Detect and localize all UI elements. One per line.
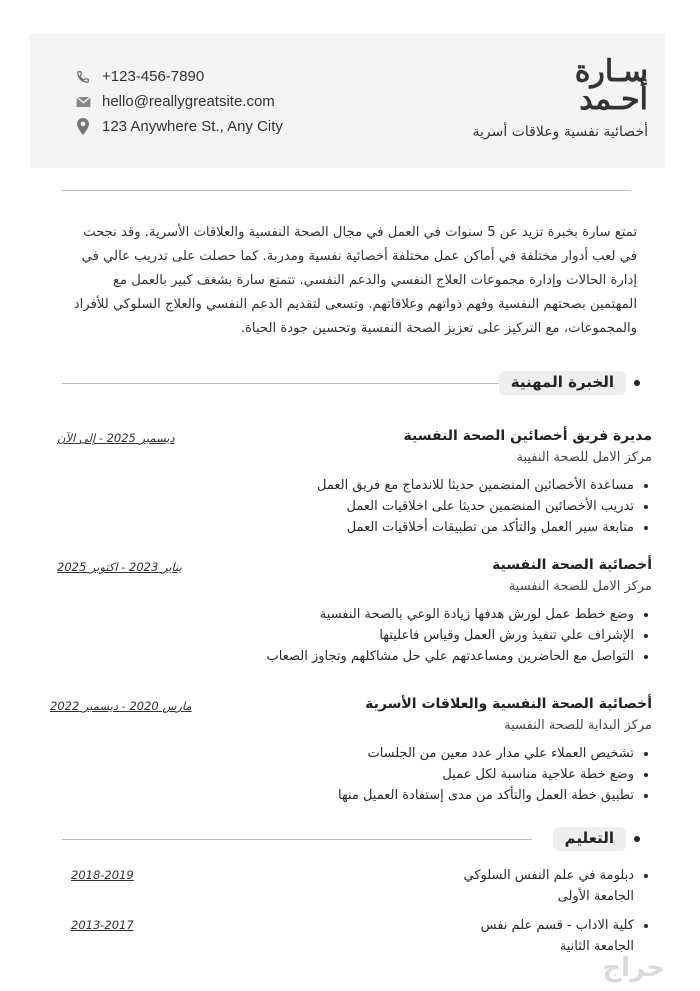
education-entry — [40, 915, 652, 957]
header-divider — [62, 190, 631, 191]
job-role: أخصائية نفسية وعلاقات أسرية — [472, 124, 648, 140]
name-first: سـارة — [574, 54, 648, 89]
job-date: يناير 2023 - اكتوبر 2025 — [57, 560, 182, 574]
contact-email-row — [74, 89, 334, 114]
bullet-dot — [634, 380, 640, 386]
education-degree: كلية الاداب - قسم علم نفس — [480, 918, 634, 933]
name-last: أحـمد — [579, 82, 648, 117]
job-duty: • الإشراف علي تنفيذ ورش العمل وقياس فاعليتها — [40, 625, 634, 646]
profile-summary: تمتع سارة بخبرة تزيد عن 5 سنوات في العمل في مجال الصحة النفسية والعلاقات الأسرية. وقد نجحت في لعب أدوار مختلفة في أماكن عمل مختلفة أخصائية نفسية ومدربة. كما حصلت على تدريب عالي في إدارة الحالات وإدارة مجموعات العلاج النفسي والدعم النفسي. تتمتع سارة بشغف كبير بالعمل مع المهتمين بصحتهم النفسية وفهم ذواتهم وعلاقاتهم. وتسعى لتقديم الدعم النفسي والعلاج السلوكي للأفراد والمجموعات، مع التركيز على تعزيز الصحة النفسية وتحسين جودة الحياة. — [73, 225, 637, 336]
education-heading — [553, 827, 640, 851]
experience-divider — [62, 383, 510, 384]
contact-block — [74, 64, 334, 139]
watermark-logo: حراج — [602, 953, 665, 983]
contact-address-row — [74, 114, 334, 139]
job-organization: مركز الامل للصحة النفيبة — [516, 450, 652, 465]
experience-heading — [499, 371, 640, 395]
bullet-dot — [634, 836, 640, 842]
job-organization: مركز البداية للصحة النفسية — [504, 718, 652, 733]
job-duty: • مساعدة الأخصائين المنضمين حديثا للاندماج مع فريق العمل — [40, 475, 634, 496]
education-heading-label: التعليم — [553, 827, 626, 851]
education-degree: دبلومة في علم النفس السلوكي — [463, 868, 634, 883]
job-duty: • متابعة سير العمل والتأكد من تطبيقات أخلاقيات العمل — [40, 517, 634, 538]
job-date: ديسمبر 2025 - إلى الآن — [57, 431, 175, 445]
contact-phone-row — [74, 64, 334, 89]
job-duty: • تطبيق خطة العمل والتأكد من مدى إستفادة العميل منها — [40, 785, 634, 806]
job-duty: • التواصل مع الحاضرين ومساعدتهم علي حل مشاكلهم وتجاوز الصعاب — [40, 646, 634, 667]
job-entry — [40, 696, 652, 806]
location-pin-icon — [74, 118, 92, 136]
education-date: 2013-2017 — [71, 918, 134, 932]
job-entry — [40, 557, 652, 667]
education-date: 2018-2019 — [71, 868, 134, 882]
job-duties — [40, 604, 652, 667]
contact-phone: +123-456-7890 — [102, 68, 205, 85]
job-entry — [40, 428, 652, 538]
contact-email: hello@reallygreatsite.com — [102, 93, 275, 110]
job-date: مارس 2020 - ديسمبر 2022 — [50, 699, 192, 713]
phone-icon — [74, 68, 92, 86]
job-duty: • تدريب الأخصائين المنضمين حديثا على اخلاقيات العمل — [40, 496, 634, 517]
job-organization: مركز الامل للصحة النفسية — [508, 579, 652, 594]
education-entry — [40, 865, 652, 907]
name-block — [472, 54, 648, 140]
education-school: الجامعة الأولى — [557, 889, 634, 904]
job-duty: • وضع خطط عمل لورش هدفها زيادة الوعي بالصحة النفسية — [40, 604, 634, 625]
education-school: الجامعة الثانية — [559, 939, 634, 954]
job-duty: • وضع خطة علاجية مناسبة لكل عميل — [40, 764, 634, 785]
job-title: مديرة فريق أخصائين الصحة النفسية — [403, 428, 652, 444]
job-duties — [40, 743, 652, 806]
job-duties — [40, 475, 652, 538]
job-title: أخصائية الصحة النفسية — [492, 557, 652, 573]
contact-address: 123 Anywhere St., Any City — [102, 118, 283, 135]
experience-heading-label: الخبرة المهنية — [499, 371, 626, 395]
email-icon — [74, 93, 92, 111]
education-divider — [62, 839, 532, 840]
job-duty: • تشخيص العملاء علي مدار عدد معين من الجلسات — [40, 743, 634, 764]
job-title: أخصائية الصحة النفسية والعلاقات الأسرية — [365, 696, 652, 712]
